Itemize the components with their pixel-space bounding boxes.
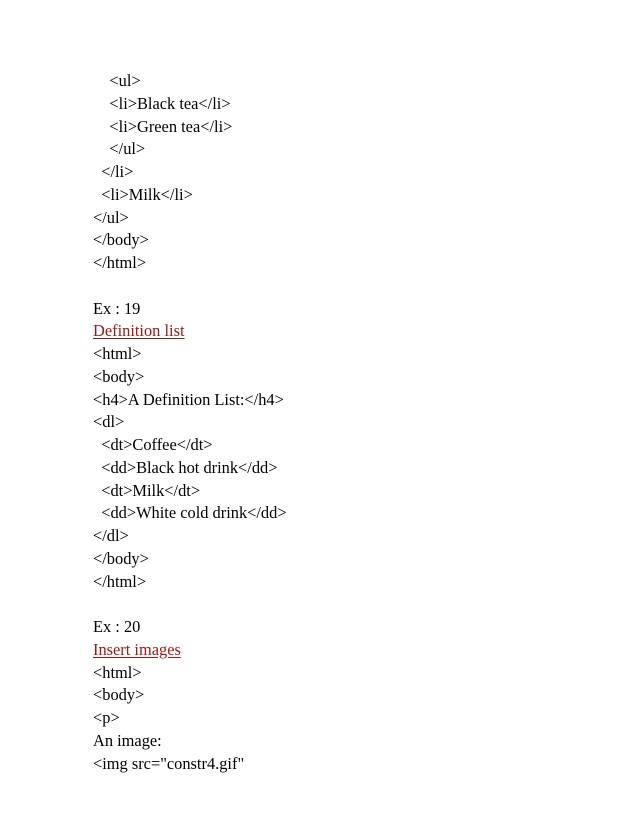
code-line: <html> — [93, 344, 142, 363]
code-line: </ul> — [93, 139, 146, 159]
code-line: </ul> — [93, 207, 129, 227]
code-line: </body> — [93, 230, 149, 250]
example-20 — [93, 616, 618, 775]
code-line: <dl> — [93, 412, 125, 432]
code-line: <dd>Black hot drink</dd> — [93, 457, 278, 477]
example-label: Ex : 20 — [93, 617, 141, 636]
code-line: <body> — [93, 366, 145, 386]
code-line: <dt>Milk</dt> — [93, 480, 201, 500]
code-line: <h4>A Definition List:</h4> — [93, 389, 284, 409]
example-19 — [93, 298, 618, 594]
example-title: Definition list — [93, 321, 185, 341]
example-label: Ex : 19 — [93, 298, 141, 318]
code-line: <p> — [93, 708, 120, 727]
code-line: An image: — [93, 730, 162, 750]
code-line: </body> — [93, 548, 149, 568]
code-line: <dd>White cold drink</dd> — [93, 503, 287, 523]
spacer — [93, 593, 618, 616]
spacer — [93, 275, 618, 298]
code-line: <img src="constr4.gif" — [93, 753, 245, 773]
code-line: <html> — [93, 662, 142, 682]
code-line: </dl> — [93, 526, 129, 545]
code-line: <ul> — [93, 71, 141, 90]
code-line: </li> — [93, 162, 134, 181]
code-line: <li>Black tea</li> — [93, 93, 231, 113]
code-line: <dt>Coffee</dt> — [93, 435, 213, 454]
document-page — [93, 70, 618, 775]
code-line: </html> — [93, 253, 147, 272]
code-line: </html> — [93, 571, 147, 591]
example-title: Insert images — [93, 639, 181, 659]
code-line: <body> — [93, 685, 145, 705]
code-line: <li>Green tea</li> — [93, 116, 233, 136]
code-line: <li>Milk</li> — [93, 184, 193, 204]
code-block-previous — [93, 70, 618, 275]
